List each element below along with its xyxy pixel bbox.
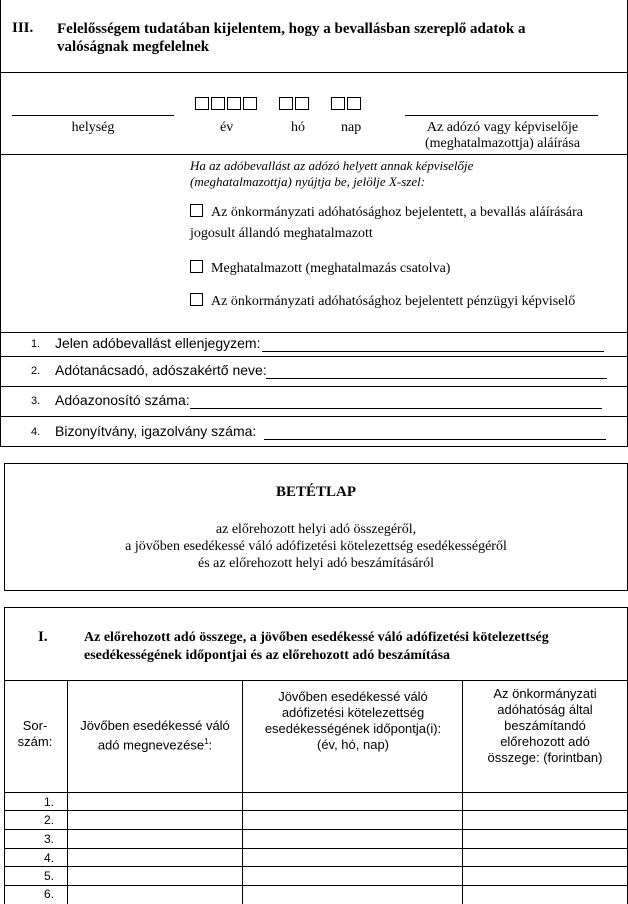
col-header-tax-name [70,718,240,753]
section-1-heading: Az előrehozott adó összege, a jövőben esedékessé váló adófizetési kötelezettség esedékességének időpontjai és az előrehozott adó beszámítása [84,630,549,663]
col-header-amount: Az önkormányzati adóhatóság által beszámítandó előrehozott adó összege: (forintban) [487,686,603,765]
representative-instruction: Ha az adóbevallást az adózó helyett annak képviselője (meghatalmazottja) nyújtja be, jelölje X-szel: [190,158,474,189]
countersign-line[interactable] [262,351,604,352]
place-label: helység [71,120,115,135]
month-label: hó [291,120,305,135]
row-label: Adótanácsadó, adószakértő neve: [55,362,267,378]
table-row-number: 2. [44,813,55,827]
tax-id-line[interactable] [190,408,602,409]
signature-divider [0,154,628,155]
insert-title: BETÉTLAP [275,484,357,500]
row-number: 3. [31,395,41,407]
month-digit-box[interactable] [295,97,309,110]
col-header-tax-name-text: Jövőben esedékessé váló adó megnevezése [80,718,230,753]
row-divider [4,848,628,849]
row-label: Jelen adóbevallást ellenjegyzem: [55,335,261,351]
day-label: nap [341,120,362,135]
option-authorized-representative[interactable] [190,258,600,279]
certificate-number-line[interactable] [264,439,606,440]
col-header-serial: Sor-szám: [17,718,53,749]
option-financial-representative[interactable] [190,291,600,312]
row-divider [0,332,628,333]
year-digit-box[interactable] [243,97,257,110]
countersign-row [0,423,628,443]
insert-line-3: és az előrehozott helyi adó beszámításáról [198,556,434,571]
row-divider [0,416,628,417]
row-number: 4. [31,426,41,438]
countersign-row [0,392,628,412]
table-row-number: 5. [44,869,55,883]
option-permanent-representative[interactable] [190,202,600,244]
table-row-number: 4. [44,851,55,865]
row-label: Adóazonosító száma: [55,392,190,408]
place-line[interactable] [12,115,174,116]
signature-line[interactable] [405,115,598,116]
date-boxes[interactable] [195,94,363,112]
row-divider [4,829,628,830]
table-row-number: 6. [44,887,55,901]
day-digit-box[interactable] [347,97,361,110]
insert-line-2: a jövőben esedékessé váló adófizetési kötelezettség esedékességéről [125,539,507,554]
day-digit-box[interactable] [331,97,345,110]
month-digit-box[interactable] [279,97,293,110]
table-row-number: 1. [44,795,55,809]
section-1-heading-divider [4,680,628,681]
checkbox[interactable] [190,260,203,273]
section-3-number: III. [12,20,34,36]
year-label: év [220,120,234,135]
countersign-row [0,335,628,355]
checkbox[interactable] [190,293,203,306]
insert-line-1: az előrehozott helyi adó összegéről, [215,522,417,537]
row-divider [4,810,628,811]
option-label: Az önkormányzati adóhatósághoz bejelentett, a bevallás aláírására jogosult állandó meghatalmazott [190,205,583,241]
section-3-heading-divider [0,72,628,73]
footnote-ref: 1 [204,737,209,746]
checkbox[interactable] [190,204,203,217]
section-1-number: I. [38,629,48,645]
row-label: Bizonyítvány, igazolvány száma: [55,423,257,439]
option-label: Meghatalmazott (meghatalmazás csatolva) [211,261,451,276]
col-header-tax-name-colon: : [208,737,213,753]
countersign-row [0,362,628,382]
year-digit-box[interactable] [195,97,209,110]
row-divider [4,885,628,886]
row-divider [4,866,628,867]
row-divider [0,356,628,357]
year-digit-box[interactable] [211,97,225,110]
table-row-number: 3. [44,832,55,846]
row-number: 1. [31,338,41,350]
year-digit-box[interactable] [227,97,241,110]
table-header-divider [4,792,628,793]
row-number: 2. [31,365,41,377]
option-label: Az önkormányzati adóhatósághoz bejelentett pénzügyi képviselő [211,294,576,309]
col-header-dates: Jövőben esedékessé váló adófizetési kötelezettség esedékességének időpontja(i): (év, hó, nap) [264,689,442,752]
advisor-name-line[interactable] [266,378,607,379]
signer-label: Az adózó vagy képviselője (meghatalmazottja) aláírása [424,120,581,151]
section-3-heading: Felelősségem tudatában kijelentem, hogy a bevallásban szereplő adatok a valóságnak megfelelnek [57,21,526,55]
row-divider [0,386,628,387]
